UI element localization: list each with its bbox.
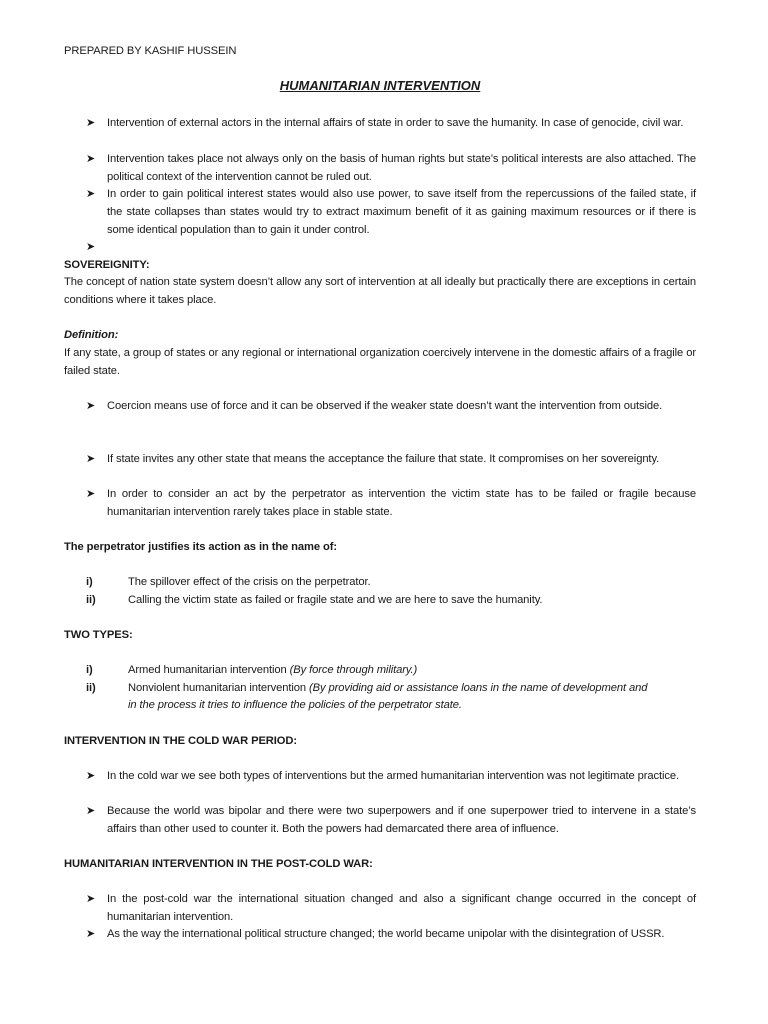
sovereignty-heading: SOVEREIGNITY:: [64, 259, 150, 271]
sovereignty-text: The concept of nation state system doesn’t allow any sort of intervention at all ideally but practically there are exceptions in certain conditions where it takes place.: [64, 276, 696, 306]
bullet-arrow-icon: ➤: [86, 188, 96, 200]
bullet-arrow-icon: ➤: [86, 453, 96, 465]
bullet-arrow-icon: ➤: [86, 928, 96, 940]
types-num-2: ii): [86, 682, 96, 694]
bullet-arrow-icon: ➤: [86, 241, 96, 253]
post-cold-war-heading: HUMANITARIAN INTERVENTION IN THE POST-COLD WAR:: [64, 858, 373, 870]
intro-bullet-2: Intervention takes place not always only on the basis of human rights but state’s political interests are also attached. The political context of the intervention cannot be ruled out.: [107, 153, 696, 183]
bullet-arrow-icon: ➤: [86, 117, 96, 129]
types-item-2-note-line2: in the process it tries to influence the policies of the perpetrator state.: [128, 699, 462, 711]
bullet-arrow-icon: ➤: [86, 488, 96, 500]
cold-war-bullet-2: Because the world was bipolar and there were two superpowers and if one superpower tried to intervene in a state’s affairs than other used to counter it. Both the powers had demarcated there area of influence.: [107, 805, 696, 835]
definition-text: If any state, a group of states or any regional or international organization coercively intervene in the domestic affairs of a fragile or failed state.: [64, 347, 696, 377]
types-num-1: i): [86, 664, 93, 676]
prepared-by-label: PREPARED BY KASHIF HUSSEIN: [64, 45, 237, 57]
justification-num-1: i): [86, 576, 93, 588]
document-title: HUMANITARIAN INTERVENTION: [279, 78, 481, 93]
post-cold-war-bullet-1: In the post-cold war the international situation changed and also a significant change occurred in the concept of humanitarian intervention.: [107, 893, 696, 923]
definition-bullet-2: If state invites any other state that means the acceptance the failure that state. It compromises on her sovereignty.: [107, 453, 660, 465]
types-item-2: [128, 679, 696, 697]
cold-war-bullet-1: In the cold war we see both types of interventions but the armed humanitarian intervention was not legitimate practice.: [107, 770, 680, 782]
definition-bullet-3: In order to consider an act by the perpetrator as intervention the victim state has to be failed or fragile because humanitarian intervention rarely takes place in stable state.: [107, 488, 696, 518]
types-item-1: [128, 661, 696, 679]
justification-num-2: ii): [86, 594, 96, 606]
intro-bullet-3: In order to gain political interest states would also use power, to save itself from the repercussions of the failed state, if the state collapses than states would try to extract maximum benefit of it as gaining maximum resources or if there is some identical population than to gain it under control.: [107, 188, 696, 236]
post-cold-war-bullet-2: As the way the international political structure changed; the world became unipolar with the disintegration of USSR.: [107, 928, 665, 940]
definition-heading: Definition:: [64, 329, 119, 341]
definition-bullet-1: Coercion means use of force and it can be observed if the weaker state doesn’t want the intervention from outside.: [107, 400, 663, 412]
justification-heading: The perpetrator justifies its action as in the name of:: [64, 541, 337, 553]
justification-item-2: Calling the victim state as failed or fragile state and we are here to save the humanity.: [128, 594, 543, 606]
bullet-arrow-icon: ➤: [86, 153, 96, 165]
cold-war-heading: INTERVENTION IN THE COLD WAR PERIOD:: [64, 735, 298, 747]
bullet-arrow-icon: ➤: [86, 893, 96, 905]
types-heading: TWO TYPES:: [64, 629, 133, 641]
types-item-1-text: Armed humanitarian intervention: [128, 664, 290, 676]
types-item-1-note: (By force through military.): [289, 664, 418, 676]
types-item-2-note-line1: (By providing aid or assistance loans in the name of development and: [309, 682, 648, 694]
bullet-arrow-icon: ➤: [86, 805, 96, 817]
bullet-arrow-icon: ➤: [86, 400, 96, 412]
intro-bullet-1: Intervention of external actors in the internal affairs of state in order to save the humanity. In case of genocide, civil war.: [107, 117, 684, 129]
bullet-arrow-icon: ➤: [86, 770, 96, 782]
types-item-2-text: Nonviolent humanitarian intervention: [128, 682, 310, 694]
justification-item-1: The spillover effect of the crisis on the perpetrator.: [128, 576, 371, 588]
